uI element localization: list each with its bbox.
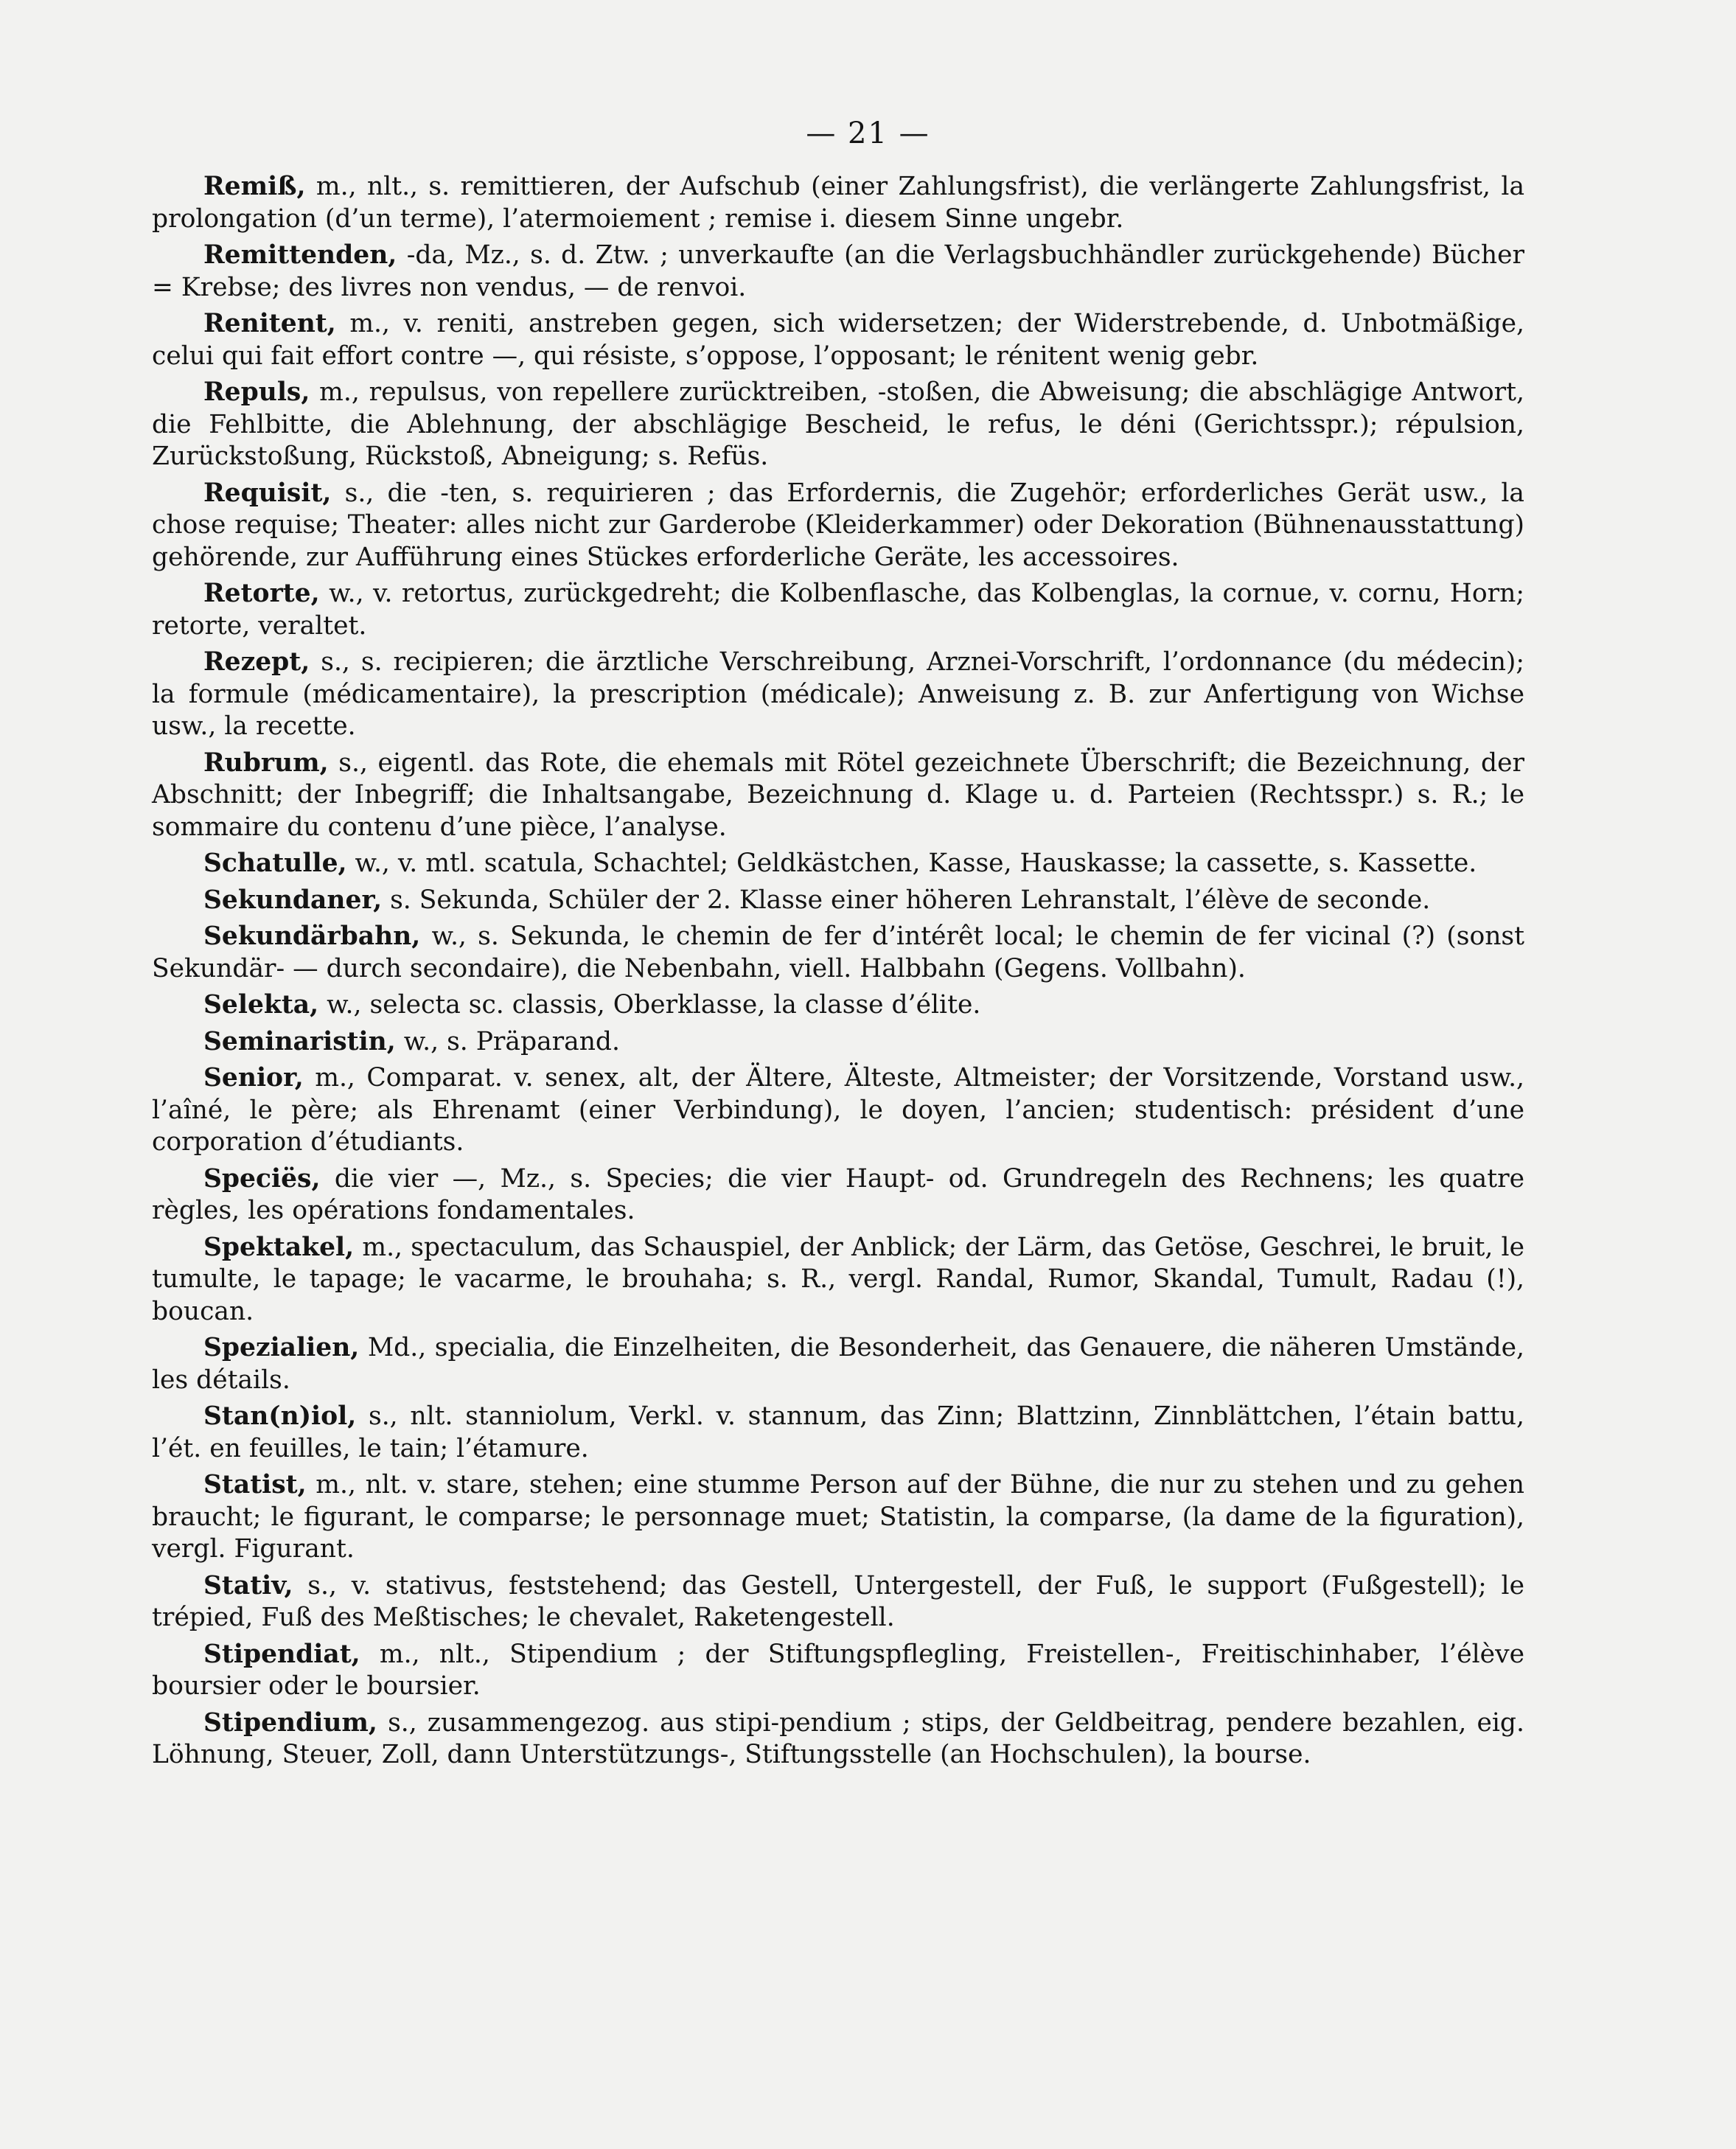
entry-text: w., s. Sekunda, le chemin de fer d’intérêt local; le chemin de fer vicinal (?) (sonst Sekundär- — durch secondaire), die Nebenbahn, viell. Halbbahn (Gegens. Vollbahn).	[152, 922, 1525, 983]
dictionary-entry	[152, 240, 1524, 304]
dictionary-entry	[152, 1332, 1524, 1396]
entry-text: s., die -ten, s. requirieren ; das Erfordernis, die Zugehör; erforderliches Gerät usw., la chose requise; Theater: alles nicht zur Garderobe (Kleiderkammer) oder Dekoration (Bühnenausstattung) gehörende, zur Aufführung eines Stückes erforderliche Geräte, les accessoires.	[152, 478, 1525, 572]
dictionary-entry	[152, 377, 1524, 473]
entry-headword: Stativ,	[203, 1570, 293, 1601]
entry-text: s., v. stativus, feststehend; das Gestell, Untergestell, der Fuß, le support (Fußgestell); le trépied, Fuß des Meßtisches; le chevalet, Raketengestell.	[152, 1570, 1524, 1632]
entry-text: s., nlt. stanniolum, Verkl. v. stannum, das Zinn; Blattzinn, Zinnblättchen, l’étain battu, l’ét. en feuilles, le tain; l’étamure.	[152, 1401, 1524, 1463]
dictionary-entry	[152, 921, 1524, 985]
entry-headword: Remiß,	[203, 172, 306, 201]
entry-headword: Statist,	[203, 1470, 307, 1500]
dictionary-entry	[152, 308, 1524, 372]
dictionary-entry	[152, 1401, 1524, 1465]
dictionary-entry	[152, 578, 1524, 642]
entry-headword: Requisit,	[203, 478, 332, 508]
entry-text: w., selecta sc. classis, Oberklasse, la classe d’élite.	[327, 990, 981, 1020]
entry-headword: Repuls,	[203, 377, 310, 407]
dictionary-entry	[152, 1232, 1524, 1328]
dictionary-entry	[152, 748, 1524, 844]
entry-headword: Seminaristin,	[203, 1026, 396, 1056]
dictionary-entry	[152, 171, 1524, 235]
entry-headword: Sekundaner,	[203, 885, 383, 915]
entry-text: w., v. mtl. scatula, Schachtel; Geldkästchen, Kasse, Hauskasse; la cassette, s. Kassette.	[355, 849, 1477, 878]
entry-text: m., Comparat. v. senex, alt, der Ältere, Älteste, Altmeister; der Vorsitzende, Vorstand usw., l’aîné, le père; als Ehrenamt (einer Verbindung), le doyen, l’ancien; studentisch: président d’une corporation d’étudiants.	[152, 1063, 1524, 1157]
entry-headword: Rezept,	[203, 647, 310, 677]
dictionary-entry	[152, 1707, 1524, 1772]
entry-text: s., zusammengezog. aus stipi-pendium ; stips, der Geldbeitrag, pendere bezahlen, eig. Löhnung, Steuer, Zoll, dann Unterstützungs-, Stiftungsstelle (an Hochschulen), la bourse.	[152, 1707, 1524, 1769]
dictionary-entry	[152, 1570, 1524, 1634]
entry-text: w., s. Präparand.	[403, 1026, 620, 1056]
dictionary-entry	[152, 478, 1524, 574]
entry-headword: Stipendiat,	[203, 1639, 360, 1669]
entry-headword: Rubrum,	[203, 748, 329, 778]
entry-text: m., nlt. v. stare, stehen; eine stumme Person auf der Bühne, die nur zu stehen und zu gehen braucht; le figurant, le comparse; le personnage muet; Statistin, la comparse, (la dame de la figuration), vergl. Figurant.	[152, 1470, 1525, 1564]
entry-headword: Spektakel,	[203, 1232, 355, 1262]
entry-text: m., repulsus, von repellere zurücktreiben, -stoßen, die Abweisung; die abschlägige Antwort, die Fehlbitte, die Ablehnung, der abschlägige Bescheid, le refus, le déni (Gerichtsspr.); répulsion, Zurückstoßung, Rückstoß, Abneigung; s. Refüs.	[152, 377, 1524, 471]
dictionary-entry	[152, 1639, 1524, 1703]
entry-text: die vier —, Mz., s. Species; die vier Haupt- od. Grundregeln des Rechnens; les quatre règles, les opérations fondamentales.	[152, 1163, 1524, 1225]
entry-headword: Retorte,	[203, 579, 320, 608]
entry-headword: Sekundärbahn,	[203, 922, 421, 951]
entry-headword: Senior,	[203, 1063, 304, 1093]
dictionary-entry	[152, 1026, 1524, 1059]
entry-text: s. Sekunda, Schüler der 2. Klasse einer höheren Lehranstalt, l’élève de seconde.	[390, 885, 1431, 915]
dictionary-entry	[152, 647, 1524, 743]
page-number: — 21 —	[806, 116, 930, 150]
entry-text: Md., specialia, die Einzelheiten, die Besonderheit, das Genauere, die näheren Umstände, les détails.	[152, 1333, 1524, 1395]
entry-text: m., spectaculum, das Schauspiel, der Anblick; der Lärm, das Getöse, Geschrei, le bruit, le tumulte, le tapage; le vacarme, le brouhaha; s. R., vergl. Randal, Rumor, Skandal, Tumult, Radau (!), boucan.	[152, 1232, 1525, 1326]
entry-text: m., v. reniti, anstreben gegen, sich widersetzen; der Widerstrebende, d. Unbotmäßige, celui qui fait effort contre —, qui résiste, s’oppose, l’opposant; le rénitent wenig gebr.	[152, 309, 1524, 371]
entry-headword: Stipendium,	[203, 1707, 377, 1738]
entry-text: s., eigentl. das Rote, die ehemals mit Rötel gezeichnete Überschrift; die Bezeichnung, der Abschnitt; der Inbegriff; die Inhaltsangabe, Bezeichnung d. Klage u. d. Parteien (Rechtsspr.) s. R.; le sommaire du contenu d’une pièce, l’analyse.	[152, 748, 1525, 842]
entry-headword: Spezialien,	[203, 1333, 360, 1362]
entry-text: m., nlt., Stipendium ; der Stiftungspflegling, Freistellen-, Freitischinhaber, l’élève boursier oder le boursier.	[152, 1639, 1524, 1701]
entry-text: -da, Mz., s. d. Ztw. ; unverkaufte (an die Verlagsbuchhändler zurückgehende) Bücher = Krebse; des livres non vendus, — de renvoi.	[152, 240, 1525, 302]
entry-text: s., s. recipieren; die ärztliche Verschreibung, Arznei-Vorschrift, l’ordonnance (du médecin); la formule (médicamentaire), la prescription (médicale); Anweisung z. B. zur Anfertigung von Wichse usw., la recette.	[152, 647, 1524, 741]
dictionary-entries	[152, 171, 1524, 1776]
entry-headword: Selekta,	[203, 990, 319, 1020]
entry-headword: Schatulle,	[203, 849, 347, 878]
dictionary-entry	[152, 885, 1524, 917]
dictionary-entry	[152, 989, 1524, 1022]
entry-headword: Remittenden,	[203, 240, 397, 270]
dictionary-entry	[152, 1163, 1524, 1227]
entry-text: w., v. retortus, zurückgedreht; die Kolbenflasche, das Kolbenglas, la cornue, v. cornu, Horn; retorte, veraltet.	[152, 579, 1525, 641]
entry-headword: Speciës,	[203, 1163, 321, 1194]
dictionary-entry	[152, 848, 1524, 880]
entry-headword: Renitent,	[203, 309, 336, 338]
entry-text: m., nlt., s. remittieren, der Aufschub (einer Zahlungsfrist), die verlängerte Zahlungsfrist, la prolongation (d’un terme), l’atermoiement ; remise i. diesem Sinne ungebr.	[152, 172, 1525, 234]
entry-headword: Stan(n)iol,	[203, 1401, 357, 1431]
dictionary-entry	[152, 1469, 1524, 1566]
dictionary-entry	[152, 1062, 1524, 1159]
